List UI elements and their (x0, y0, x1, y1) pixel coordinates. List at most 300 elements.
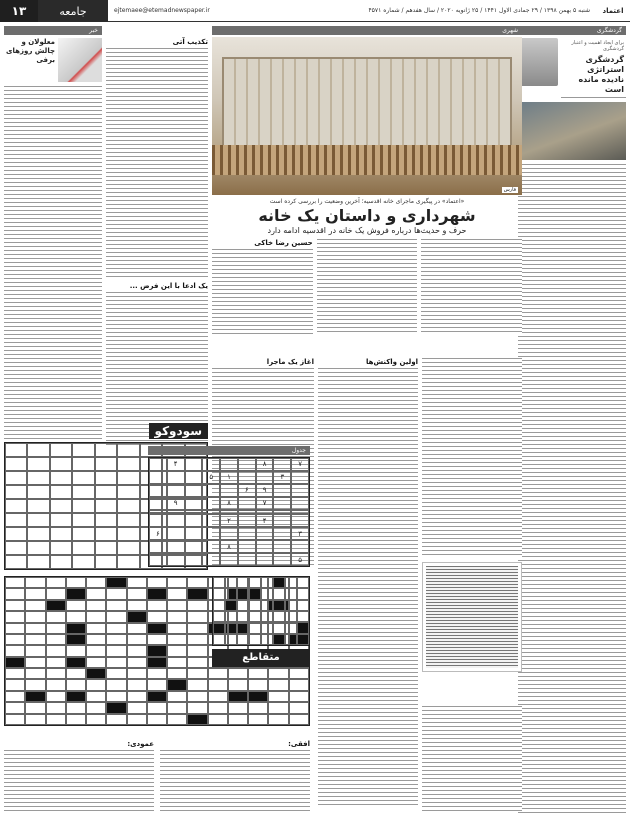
grid-cell[interactable] (202, 497, 220, 510)
grid-cell[interactable] (249, 622, 261, 633)
grid-cell[interactable] (25, 714, 45, 725)
grid-cell[interactable] (147, 702, 167, 713)
grid-cell[interactable] (86, 657, 106, 668)
grid-cell[interactable] (46, 679, 66, 690)
grid-cell[interactable] (297, 577, 309, 588)
grid-cell[interactable] (185, 540, 203, 553)
grid-cell[interactable] (185, 497, 203, 510)
grid-cell[interactable] (273, 577, 285, 588)
grid-cell[interactable] (167, 702, 187, 713)
grid-cell[interactable] (167, 514, 185, 527)
grid-cell[interactable] (127, 577, 147, 588)
grid-cell[interactable] (238, 553, 256, 566)
grid-cell[interactable] (5, 645, 25, 656)
grid-cell[interactable] (185, 484, 203, 497)
grid-cell[interactable] (167, 577, 187, 588)
grid-cell[interactable] (167, 623, 187, 634)
grid-cell[interactable] (117, 527, 139, 541)
grid-cell[interactable] (72, 471, 94, 485)
grid-cell[interactable]: ۲ (220, 514, 238, 527)
grid-cell[interactable] (5, 623, 25, 634)
grid-cell[interactable] (5, 679, 25, 690)
grid-cell[interactable] (147, 679, 167, 690)
grid-cell[interactable] (5, 499, 27, 513)
grid-cell[interactable] (167, 691, 187, 702)
grid-cell[interactable] (106, 623, 126, 634)
grid-cell[interactable] (66, 600, 86, 611)
grid-cell[interactable] (167, 714, 187, 725)
grid-cell[interactable] (66, 691, 86, 702)
grid-cell[interactable] (66, 702, 86, 713)
grid-cell[interactable] (285, 622, 297, 633)
grid-cell[interactable] (213, 634, 225, 645)
grid-cell[interactable] (273, 497, 291, 510)
grid-cell[interactable] (66, 577, 86, 588)
grid-cell[interactable] (225, 622, 237, 633)
grid-cell[interactable] (86, 634, 106, 645)
grid-cell[interactable] (147, 588, 167, 599)
grid-cell[interactable] (167, 540, 185, 553)
grid-cell[interactable] (25, 668, 45, 679)
grid-cell[interactable] (106, 588, 126, 599)
grid-cell[interactable] (249, 577, 261, 588)
grid-cell[interactable] (285, 634, 297, 645)
grid-cell[interactable] (167, 645, 187, 656)
grid-cell[interactable] (50, 541, 72, 555)
grid-cell[interactable] (289, 679, 309, 690)
grid-cell[interactable] (66, 623, 86, 634)
grid-cell[interactable] (149, 514, 167, 527)
grid-cell[interactable] (147, 600, 167, 611)
grid-cell[interactable] (291, 540, 309, 553)
grid-cell[interactable] (238, 514, 256, 527)
grid-cell[interactable] (149, 497, 167, 510)
grid-cell[interactable] (117, 457, 139, 471)
grid-cell[interactable]: ۵ (202, 471, 220, 484)
grid-cell[interactable] (127, 702, 147, 713)
grid-cell[interactable] (208, 691, 228, 702)
grid-cell[interactable] (5, 457, 27, 471)
email-address[interactable]: ejtemaee@etemadnewspaper.ir (114, 7, 210, 14)
grid-cell[interactable] (106, 634, 126, 645)
grid-cell[interactable] (86, 702, 106, 713)
grid-cell[interactable] (127, 691, 147, 702)
grid-cell[interactable] (86, 691, 106, 702)
grid-cell[interactable] (228, 702, 248, 713)
grid-cell[interactable] (261, 588, 273, 599)
grid-cell[interactable] (5, 702, 25, 713)
grid-cell[interactable] (127, 668, 147, 679)
grid-cell[interactable] (225, 611, 237, 622)
grid-cell[interactable] (249, 600, 261, 611)
grid-cell[interactable] (167, 679, 187, 690)
grid-cell[interactable] (208, 714, 228, 725)
grid-cell[interactable] (127, 611, 147, 622)
grid-cell[interactable] (248, 679, 268, 690)
grid-cell[interactable]: ۶ (238, 484, 256, 497)
grid-cell[interactable] (147, 668, 167, 679)
grid-cell[interactable] (117, 555, 139, 569)
grid-cell[interactable] (167, 484, 185, 497)
grid-cell[interactable] (46, 577, 66, 588)
grid-cell[interactable] (213, 611, 225, 622)
grid-cell[interactable] (273, 553, 291, 566)
grid-cell[interactable] (261, 577, 273, 588)
grid-cell[interactable] (127, 600, 147, 611)
grid-cell[interactable] (147, 657, 167, 668)
grid-cell[interactable] (50, 513, 72, 527)
grid-cell[interactable] (95, 499, 117, 513)
grid-cell[interactable] (106, 679, 126, 690)
grid-cell[interactable] (5, 527, 27, 541)
grid-cell[interactable] (273, 600, 285, 611)
grid-cell[interactable] (249, 588, 261, 599)
grid-cell[interactable]: ۴ (167, 458, 185, 471)
grid-cell[interactable] (220, 484, 238, 497)
grid-cell[interactable] (297, 588, 309, 599)
grid-cell[interactable] (167, 588, 187, 599)
grid-cell[interactable] (289, 702, 309, 713)
grid-cell[interactable] (25, 623, 45, 634)
grid-cell[interactable] (5, 443, 27, 457)
grid-cell[interactable] (220, 527, 238, 540)
grid-cell[interactable] (106, 600, 126, 611)
grid-cell[interactable] (228, 714, 248, 725)
grid-cell[interactable] (27, 555, 49, 569)
grid-cell[interactable] (86, 714, 106, 725)
grid-cell[interactable] (66, 611, 86, 622)
grid-cell[interactable] (117, 499, 139, 513)
grid-cell[interactable] (248, 702, 268, 713)
grid-cell[interactable] (72, 555, 94, 569)
grid-cell[interactable] (25, 634, 45, 645)
grid-cell[interactable] (273, 588, 285, 599)
grid-cell[interactable] (147, 645, 167, 656)
grid-cell[interactable] (147, 611, 167, 622)
number-grid[interactable] (148, 457, 310, 567)
grid-cell[interactable] (202, 514, 220, 527)
grid-cell[interactable] (228, 679, 248, 690)
crossword-grid-small[interactable] (212, 576, 310, 646)
grid-cell[interactable] (285, 577, 297, 588)
grid-cell[interactable] (249, 611, 261, 622)
grid-cell[interactable] (66, 657, 86, 668)
grid-cell[interactable] (106, 657, 126, 668)
grid-cell[interactable] (46, 611, 66, 622)
grid-cell[interactable] (249, 634, 261, 645)
grid-cell[interactable] (289, 714, 309, 725)
grid-cell[interactable] (127, 645, 147, 656)
grid-cell[interactable] (167, 471, 185, 484)
grid-cell[interactable] (25, 691, 45, 702)
grid-cell[interactable] (187, 577, 207, 588)
grid-cell[interactable] (273, 622, 285, 633)
grid-cell[interactable] (86, 600, 106, 611)
grid-cell[interactable] (127, 634, 147, 645)
grid-cell[interactable] (46, 645, 66, 656)
grid-cell[interactable] (187, 588, 207, 599)
grid-cell[interactable] (127, 623, 147, 634)
grid-cell[interactable] (273, 634, 285, 645)
grid-cell[interactable] (237, 634, 249, 645)
grid-cell[interactable] (297, 634, 309, 645)
grid-cell[interactable] (5, 600, 25, 611)
grid-cell[interactable] (106, 691, 126, 702)
grid-cell[interactable] (25, 611, 45, 622)
grid-cell[interactable] (291, 497, 309, 510)
grid-cell[interactable] (25, 702, 45, 713)
grid-cell[interactable] (185, 458, 203, 471)
grid-cell[interactable]: ۷ (256, 497, 274, 510)
grid-cell[interactable] (46, 702, 66, 713)
grid-cell[interactable] (248, 691, 268, 702)
grid-cell[interactable] (106, 714, 126, 725)
grid-cell[interactable] (149, 484, 167, 497)
grid-cell[interactable] (5, 577, 25, 588)
grid-cell[interactable] (237, 611, 249, 622)
grid-cell[interactable] (106, 702, 126, 713)
grid-cell[interactable] (95, 443, 117, 457)
grid-cell[interactable] (27, 485, 49, 499)
grid-cell[interactable] (238, 540, 256, 553)
grid-cell[interactable]: ۹ (256, 484, 274, 497)
grid-cell[interactable] (261, 611, 273, 622)
grid-cell[interactable] (187, 600, 207, 611)
grid-cell[interactable] (106, 577, 126, 588)
grid-cell[interactable] (5, 588, 25, 599)
grid-cell[interactable] (297, 611, 309, 622)
grid-cell[interactable] (220, 553, 238, 566)
grid-cell[interactable] (291, 484, 309, 497)
grid-cell[interactable] (268, 702, 288, 713)
grid-cell[interactable] (237, 588, 249, 599)
grid-cell[interactable] (237, 577, 249, 588)
grid-cell[interactable] (273, 458, 291, 471)
grid-cell[interactable] (187, 668, 207, 679)
grid-cell[interactable] (50, 457, 72, 471)
grid-cell[interactable] (147, 623, 167, 634)
grid-cell[interactable] (72, 485, 94, 499)
grid-cell[interactable] (228, 691, 248, 702)
grid-cell[interactable] (127, 657, 147, 668)
grid-cell[interactable] (127, 714, 147, 725)
grid-cell[interactable] (291, 514, 309, 527)
grid-cell[interactable]: ۶ (149, 527, 167, 540)
grid-cell[interactable] (95, 457, 117, 471)
grid-cell[interactable] (273, 540, 291, 553)
grid-cell[interactable] (208, 702, 228, 713)
grid-cell[interactable] (167, 553, 185, 566)
grid-cell[interactable] (5, 513, 27, 527)
grid-cell[interactable] (187, 691, 207, 702)
grid-cell[interactable] (167, 657, 187, 668)
grid-cell[interactable] (167, 611, 187, 622)
grid-cell[interactable] (5, 541, 27, 555)
grid-cell[interactable] (202, 527, 220, 540)
grid-cell[interactable] (5, 691, 25, 702)
grid-cell[interactable] (117, 485, 139, 499)
grid-cell[interactable] (297, 622, 309, 633)
grid-cell[interactable] (273, 484, 291, 497)
grid-cell[interactable] (27, 457, 49, 471)
grid-cell[interactable] (238, 527, 256, 540)
grid-cell[interactable] (149, 553, 167, 566)
grid-cell[interactable] (225, 588, 237, 599)
grid-cell[interactable]: ۹ (167, 497, 185, 510)
grid-cell[interactable] (25, 645, 45, 656)
grid-cell[interactable] (285, 600, 297, 611)
grid-cell[interactable] (5, 657, 25, 668)
grid-cell[interactable] (46, 691, 66, 702)
grid-cell[interactable] (117, 471, 139, 485)
grid-cell[interactable] (273, 527, 291, 540)
grid-cell[interactable] (167, 668, 187, 679)
grid-cell[interactable] (187, 634, 207, 645)
grid-cell[interactable] (25, 679, 45, 690)
grid-cell[interactable] (27, 527, 49, 541)
grid-cell[interactable] (256, 553, 274, 566)
grid-cell[interactable] (66, 668, 86, 679)
grid-cell[interactable] (147, 714, 167, 725)
grid-cell[interactable] (66, 634, 86, 645)
grid-cell[interactable] (291, 471, 309, 484)
grid-cell[interactable] (25, 588, 45, 599)
grid-cell[interactable] (95, 485, 117, 499)
grid-cell[interactable] (46, 623, 66, 634)
grid-cell[interactable] (25, 657, 45, 668)
grid-cell[interactable] (167, 634, 187, 645)
grid-cell[interactable] (238, 497, 256, 510)
grid-cell[interactable] (185, 527, 203, 540)
grid-cell[interactable] (50, 443, 72, 457)
grid-cell[interactable] (225, 634, 237, 645)
grid-cell[interactable] (202, 540, 220, 553)
grid-cell[interactable] (27, 541, 49, 555)
grid-cell[interactable] (27, 471, 49, 485)
grid-cell[interactable] (66, 679, 86, 690)
grid-cell[interactable] (273, 611, 285, 622)
grid-cell[interactable]: ۸ (256, 458, 274, 471)
grid-cell[interactable] (149, 471, 167, 484)
grid-cell[interactable]: ۷ (291, 458, 309, 471)
grid-cell[interactable] (117, 443, 139, 457)
grid-cell[interactable] (220, 458, 238, 471)
grid-cell[interactable] (117, 513, 139, 527)
grid-cell[interactable] (273, 514, 291, 527)
grid-cell[interactable] (185, 471, 203, 484)
grid-cell[interactable] (256, 471, 274, 484)
grid-cell[interactable] (256, 527, 274, 540)
grid-cell[interactable] (95, 541, 117, 555)
grid-cell[interactable] (50, 555, 72, 569)
grid-cell[interactable] (213, 588, 225, 599)
grid-cell[interactable] (50, 527, 72, 541)
grid-cell[interactable] (167, 600, 187, 611)
grid-cell[interactable] (238, 458, 256, 471)
grid-cell[interactable] (237, 600, 249, 611)
grid-cell[interactable] (202, 553, 220, 566)
grid-cell[interactable]: ۱ (220, 471, 238, 484)
grid-cell[interactable] (202, 484, 220, 497)
grid-cell[interactable] (248, 714, 268, 725)
grid-cell[interactable] (261, 634, 273, 645)
grid-cell[interactable] (95, 555, 117, 569)
grid-cell[interactable] (187, 714, 207, 725)
grid-cell[interactable] (261, 622, 273, 633)
grid-cell[interactable] (5, 668, 25, 679)
grid-cell[interactable] (149, 458, 167, 471)
grid-cell[interactable] (86, 679, 106, 690)
grid-cell[interactable] (5, 634, 25, 645)
grid-cell[interactable] (289, 691, 309, 702)
grid-cell[interactable] (86, 588, 106, 599)
grid-cell[interactable] (5, 485, 27, 499)
grid-cell[interactable] (106, 611, 126, 622)
grid-cell[interactable] (106, 668, 126, 679)
grid-cell[interactable]: ۴ (256, 514, 274, 527)
grid-cell[interactable] (208, 679, 228, 690)
grid-cell[interactable] (167, 527, 185, 540)
grid-cell[interactable] (46, 588, 66, 599)
grid-cell[interactable] (95, 513, 117, 527)
grid-cell[interactable] (95, 527, 117, 541)
grid-cell[interactable] (237, 622, 249, 633)
grid-cell[interactable]: ۸ (220, 540, 238, 553)
grid-cell[interactable] (27, 443, 49, 457)
grid-cell[interactable] (225, 577, 237, 588)
grid-cell[interactable] (72, 457, 94, 471)
grid-cell[interactable] (27, 513, 49, 527)
grid-cell[interactable] (187, 657, 207, 668)
grid-cell[interactable] (25, 600, 45, 611)
grid-cell[interactable] (297, 600, 309, 611)
grid-cell[interactable] (261, 600, 273, 611)
grid-cell[interactable] (106, 645, 126, 656)
grid-cell[interactable]: ۳ (291, 527, 309, 540)
grid-cell[interactable] (185, 553, 203, 566)
grid-cell[interactable] (5, 611, 25, 622)
grid-cell[interactable] (187, 702, 207, 713)
grid-cell[interactable] (127, 588, 147, 599)
grid-cell[interactable] (149, 540, 167, 553)
grid-cell[interactable] (27, 499, 49, 513)
grid-cell[interactable] (72, 499, 94, 513)
grid-cell[interactable] (86, 668, 106, 679)
grid-cell[interactable] (268, 691, 288, 702)
grid-cell[interactable] (238, 471, 256, 484)
grid-cell[interactable] (127, 679, 147, 690)
grid-cell[interactable] (95, 471, 117, 485)
grid-cell[interactable] (46, 634, 66, 645)
grid-cell[interactable] (50, 499, 72, 513)
grid-cell[interactable] (50, 485, 72, 499)
grid-cell[interactable] (285, 588, 297, 599)
grid-cell[interactable]: ۳ (273, 471, 291, 484)
grid-cell[interactable] (66, 645, 86, 656)
grid-cell[interactable] (72, 443, 94, 457)
grid-cell[interactable] (117, 541, 139, 555)
grid-cell[interactable] (86, 645, 106, 656)
grid-cell[interactable] (50, 471, 72, 485)
grid-cell[interactable] (213, 600, 225, 611)
grid-cell[interactable] (86, 577, 106, 588)
grid-cell[interactable] (86, 623, 106, 634)
grid-cell[interactable] (256, 540, 274, 553)
grid-cell[interactable] (285, 611, 297, 622)
grid-cell[interactable] (66, 588, 86, 599)
grid-cell[interactable] (202, 458, 220, 471)
grid-cell[interactable] (72, 541, 94, 555)
